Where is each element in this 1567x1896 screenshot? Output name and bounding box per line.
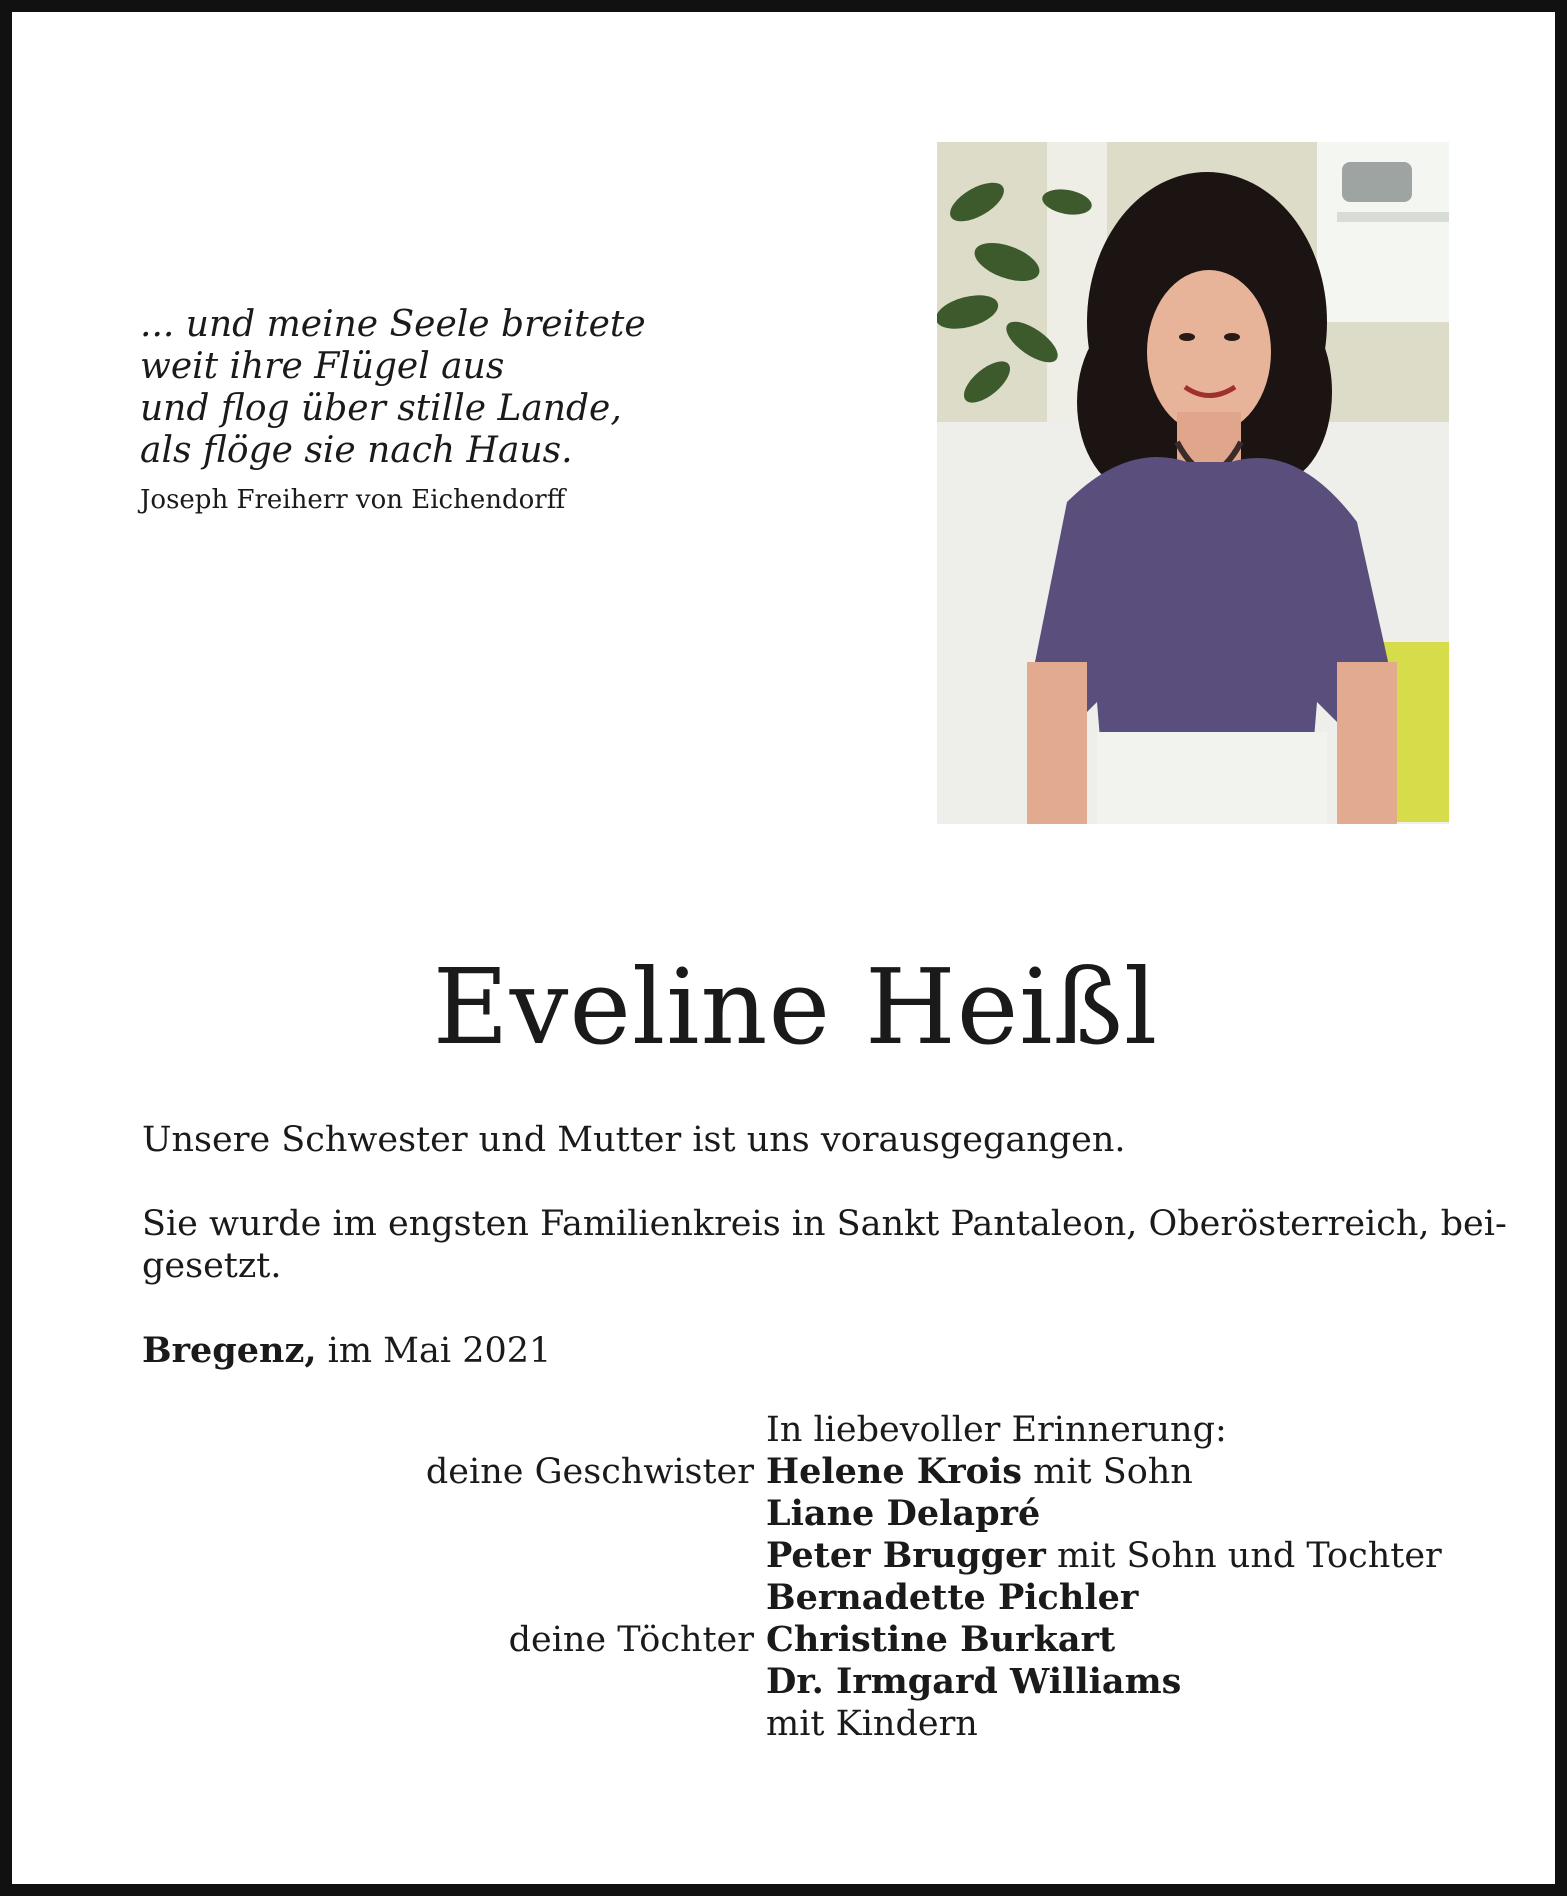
signer-name: Christine Burkart	[766, 1619, 1116, 1660]
signer-row	[12, 1661, 1567, 1703]
burial-text-line: Sie wurde im engsten Familienkreis in Sankt Pantaleon, Oberösterreich, bei-	[142, 1204, 1507, 1244]
signers-heading-row	[12, 1409, 1567, 1451]
quote-line: und flog über stille Lande,	[140, 388, 622, 429]
signer-row	[12, 1703, 1567, 1745]
signer-note: mit Sohn und Tochter	[1045, 1536, 1442, 1576]
quote-line: als flöge sie nach Haus.	[140, 430, 573, 471]
signers-closing: mit Kindern	[766, 1704, 978, 1744]
signer-row	[12, 1535, 1567, 1577]
signer-entry	[766, 1619, 1115, 1661]
signer-name: Bernadette Pichler	[766, 1577, 1139, 1618]
place-date	[142, 1330, 1452, 1372]
signer-name: Helene Krois	[766, 1451, 1023, 1492]
portrait-photo	[937, 142, 1449, 824]
signer-entry	[766, 1577, 1138, 1619]
signers-heading: In liebevoller Erinnerung:	[766, 1410, 1227, 1450]
signer-row	[12, 1493, 1567, 1535]
signer-name: Peter Brugger	[766, 1535, 1046, 1576]
mourners-list	[12, 1409, 1567, 1745]
signer-row	[12, 1451, 1567, 1493]
signer-entry	[766, 1535, 1442, 1577]
signer-name: Liane Delapré	[766, 1493, 1041, 1534]
signer-entry	[766, 1451, 1193, 1493]
siblings-label: deine Geschwister	[425, 1452, 754, 1492]
quote-line: weit ihre Flügel aus	[140, 346, 505, 387]
signer-note: mit Sohn	[1022, 1452, 1193, 1492]
date: im Mai 2021	[316, 1331, 552, 1371]
burial-text-line: gesetzt.	[142, 1246, 282, 1286]
announcement-text: Unsere Schwester und Mutter ist uns vorausgegangen.	[142, 1120, 1126, 1160]
burial-text	[142, 1203, 1507, 1287]
daughters-label: deine Töchter	[508, 1620, 754, 1660]
signer-name: Dr. Irmgard Williams	[766, 1661, 1182, 1702]
place: Bregenz,	[142, 1330, 317, 1371]
signer-entry	[766, 1661, 1181, 1703]
quote-line: ... und meine Seele breitete	[140, 304, 646, 345]
signer-row	[12, 1577, 1567, 1619]
signer-entry	[766, 1493, 1040, 1535]
signer-row	[12, 1619, 1567, 1661]
quote-author: Joseph Freiherr von Eichendorff	[140, 485, 566, 515]
poem-quote	[140, 304, 660, 516]
deceased-name: Eveline Heißl	[432, 946, 1159, 1068]
